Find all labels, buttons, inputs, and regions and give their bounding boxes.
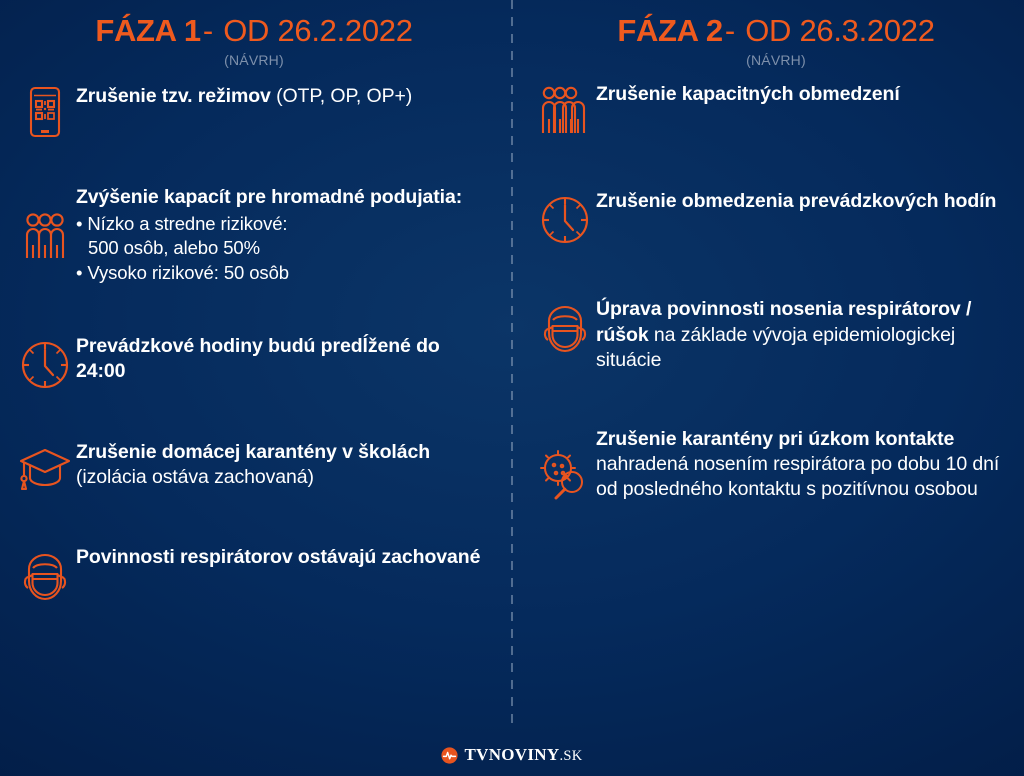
list-item: [534, 427, 1018, 503]
list-item: [534, 82, 1018, 136]
item-bold-text: Zvýšenie kapacít pre hromadné podujatia:: [76, 186, 463, 209]
list-item-text: [596, 427, 1018, 503]
list-item-text: [596, 82, 1018, 107]
item-thin-text: (OTP, OP, OP+): [270, 85, 413, 108]
people-group-icon: [14, 211, 76, 261]
list-item: [14, 185, 494, 285]
list-item: [14, 84, 494, 138]
people-group-icon: [534, 84, 596, 136]
item-bold-text: Úprava povinnosti nosenia respirátorov / rúšok: [596, 298, 972, 346]
phase-2-date: OD 26.3.2022: [745, 13, 935, 48]
phase-2-header: [534, 0, 1018, 68]
list-item: [534, 189, 1018, 245]
list-item-text: [76, 84, 494, 109]
bullet-1-line2: 500 osôb, alebo 50%: [88, 237, 260, 259]
phone-qr-icon: [14, 86, 76, 138]
bullet-2-line1: • Vysoko rizikové: 50 osôb: [76, 262, 289, 284]
item-bold-text: Zrušenie obmedzenia prevádzkových hodín: [596, 190, 997, 213]
list-item: [14, 545, 494, 605]
item-thin-text: (izolácia ostáva zachovaná): [76, 465, 314, 488]
bullet-1-line1: • Nízko a stredne rizikové:: [76, 212, 288, 234]
clock-icon: [14, 340, 76, 390]
tvnoviny-pulse-logo: [441, 747, 458, 764]
item-bold-text: Prevádzkové hodiny budú predĺžené do 24:00: [76, 334, 440, 382]
phase-2-title: [534, 14, 1018, 68]
phase-1-dash: -: [202, 13, 213, 48]
item-bold-text: Zrušenie kapacitných obmedzení: [596, 83, 900, 106]
list-item-text: [76, 545, 494, 570]
phase-1-note: (NÁVRH): [224, 52, 284, 69]
item-bold-text: Zrušenie domácej karantény v školách: [76, 440, 431, 463]
virus-magnifier-icon: [534, 449, 596, 503]
bullet-2: [76, 261, 494, 286]
phase-2-column: [512, 0, 1024, 776]
item-thin-text: na základe vývoja epidemiologickej situácie: [596, 323, 956, 372]
clock-icon: [534, 195, 596, 245]
phase-2-note: (NÁVRH): [746, 52, 806, 69]
phase-2-dash: -: [724, 13, 735, 48]
footer-brand-tld: .SK: [559, 748, 583, 764]
phase-1-header: [14, 0, 494, 68]
footer-brand: [464, 745, 582, 765]
phase-1-label: FÁZA 1: [95, 13, 201, 48]
item-bullets: [76, 212, 494, 286]
graduation-cap-icon: [14, 446, 76, 492]
list-item-text: [76, 440, 494, 491]
phase-1-date: OD 26.2.2022: [223, 13, 413, 48]
list-item: [534, 297, 1018, 373]
list-item-text: [596, 189, 1018, 214]
footer: [0, 745, 1024, 765]
item-thin-text: nahradená nosením respirátora po dobu 10 dní od posledného kontaktu s pozitívnou osobou: [596, 452, 1000, 501]
face-mask-icon: [14, 551, 76, 605]
item-bold-text: Povinnosti respirátorov ostávajú zachované: [76, 545, 481, 568]
phase-2-label: FÁZA 2: [617, 13, 723, 48]
item-bold-text: Zrušenie tzv. režimov: [76, 85, 271, 108]
list-item: [14, 440, 494, 492]
list-item: [14, 334, 494, 390]
phase-1-title: [14, 14, 494, 68]
face-mask-icon: [534, 303, 596, 357]
footer-brand-name: TVNOVINY: [464, 745, 560, 764]
item-bold-text: Zrušenie karantény pri úzkom kontakte: [596, 427, 955, 450]
list-item-text: [76, 185, 494, 285]
list-item-text: [596, 297, 1018, 373]
bullet-1: [76, 212, 494, 261]
list-item-text: [76, 334, 494, 385]
